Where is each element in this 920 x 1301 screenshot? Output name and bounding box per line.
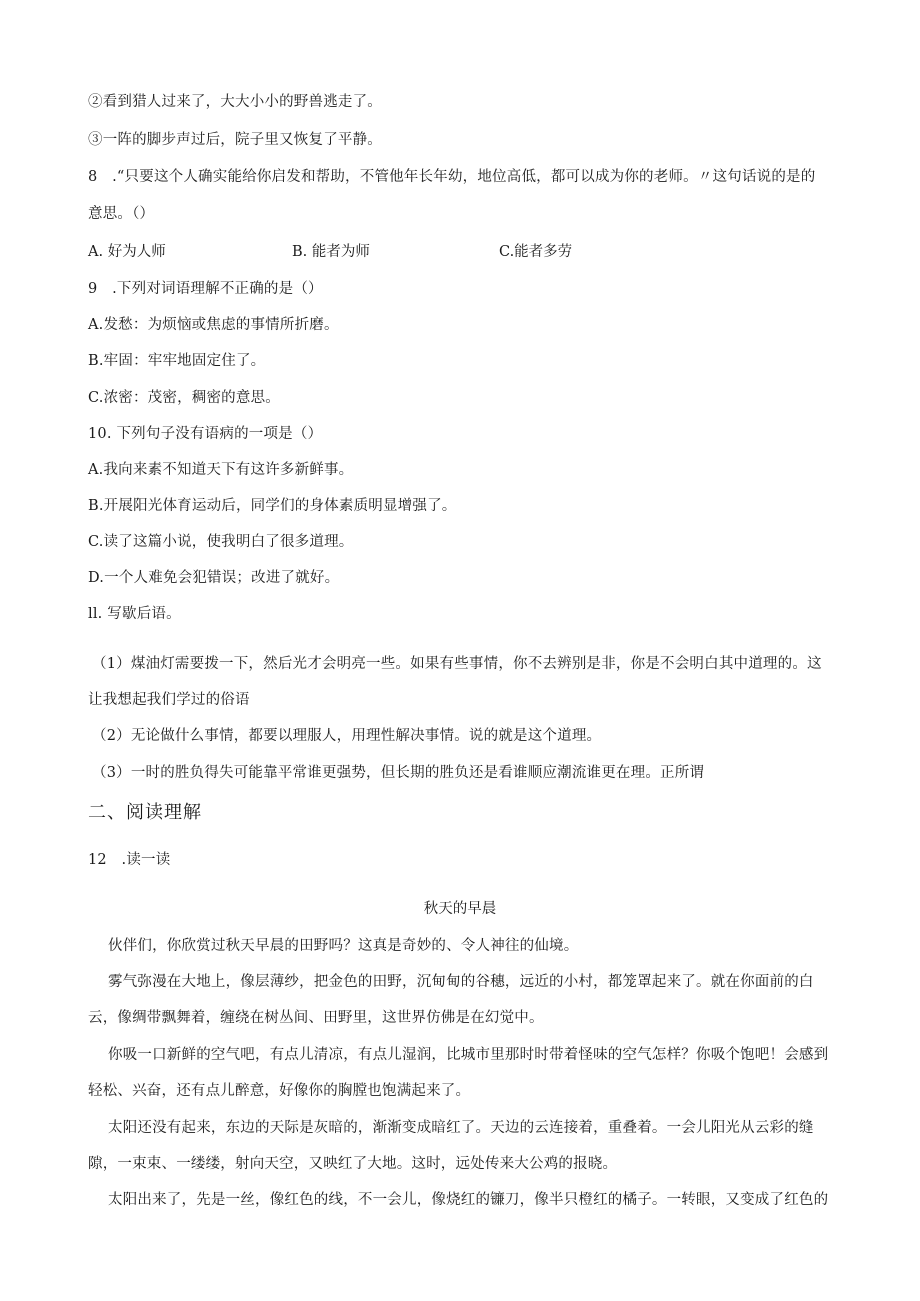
q11-item-1: （1）煤油灯需要拨一下，然后光才会明亮一些。如果有些事情，你不去辨别是非，你是不会明白其中道理的。这 [92, 656, 822, 672]
q11-item-1-cont: 让我想起我们学过的俗语 [88, 692, 250, 708]
q9-option-b: B.牢固：牢牢地固定住了。 [88, 353, 266, 369]
q11-item-2: （2）无论做什么事情，都要以理服人，用理性解决事情。说的就是这个道理。 [92, 728, 602, 744]
passage-para-2: 雾气弥漫在大地上，像层薄纱，把金色的田野，沉甸甸的谷穗，远近的小村，都笼罩起来了。就在你面前的白 [108, 974, 814, 990]
passage-para-4-cont: 隙，一束束、一缕缕，射向天空，又映红了大地。这时，远处传来大公鸡的报晓。 [88, 1156, 618, 1172]
q9-option-a: A.发愁：为烦恼或焦虑的事情所折磨。 [88, 317, 339, 333]
question-11: ll. 写歇后语。 [88, 606, 181, 622]
question-9: 9 .下列对词语理解不正确的是（） [88, 281, 323, 297]
passage-para-2-cont: 云，像绸带飘舞着，缠绕在树丛间、田野里，这世界仿佛是在幻觉中。 [88, 1010, 544, 1026]
q9-option-c: C.浓密：茂密，稠密的意思。 [88, 390, 280, 406]
q10-option-b: B.开展阳光体育运动后，同学们的身体素质明显增强了。 [88, 498, 457, 514]
q8-option-b: B. 能者为师 [292, 244, 370, 260]
passage-para-4: 太阳还没有起来，东边的天际是灰暗的，渐渐变成暗红了。天边的云连接着，重叠着。一会儿阳光从云彩的缝 [108, 1120, 814, 1136]
q8-option-c: C.能者多劳 [499, 244, 573, 260]
passage-para-3-cont: 轻松、兴奋，还有点儿醉意，好像你的胸膛也饱满起来了。 [88, 1083, 471, 1099]
passage-title: 秋天的早晨 [423, 901, 497, 917]
question-12: 12 .读一读 [88, 852, 171, 868]
q10-option-a: A.我向来素不知道天下有这许多新鲜事。 [88, 462, 354, 478]
q10-option-d: D.一个人难免会犯错误；改进了就好。 [88, 570, 340, 586]
question-10: 10. 下列句子没有语病的一项是（） [88, 426, 323, 442]
q11-item-3: （3）一时的胜负得失可能靠平常谁更强势，但长期的胜负还是看谁顺应潮流谁更在理。正所谓 [92, 765, 705, 781]
q10-option-c: C.读了这篇小说，使我明白了很多道理。 [88, 534, 354, 550]
passage-para-1: 伙伴们，你欣赏过秋天早晨的田野吗？这真是奇妙的、令人神往的仙境。 [108, 938, 579, 954]
question-8: 8 .“只要这个人确实能给你启发和帮助，不管他年长年幼，地位高低，都可以成为你的老师。〃这句话说的是的 [88, 169, 816, 185]
section-heading-reading: 二、阅读理解 [88, 802, 202, 823]
q8-option-a: A. 好为人师 [88, 244, 166, 260]
passage-para-5: 太阳出来了，先是一丝，像红色的线，不一会儿，像烧红的镰刀，像半只橙红的橘子。一转眼，又变成了红色的 [108, 1192, 829, 1208]
sentence-3: ③一阵的脚步声过后，院子里又恢复了平静。 [88, 132, 382, 148]
passage-para-3: 你吸一口新鲜的空气吧，有点儿清凉，有点儿湿润，比城市里那时时带着怪味的空气怎样？你吸个饱吧！会感到 [108, 1047, 829, 1063]
question-8-cont: 意思。（） [88, 206, 155, 222]
sentence-2: ②看到猎人过来了，大大小小的野兽逃走了。 [88, 94, 382, 110]
